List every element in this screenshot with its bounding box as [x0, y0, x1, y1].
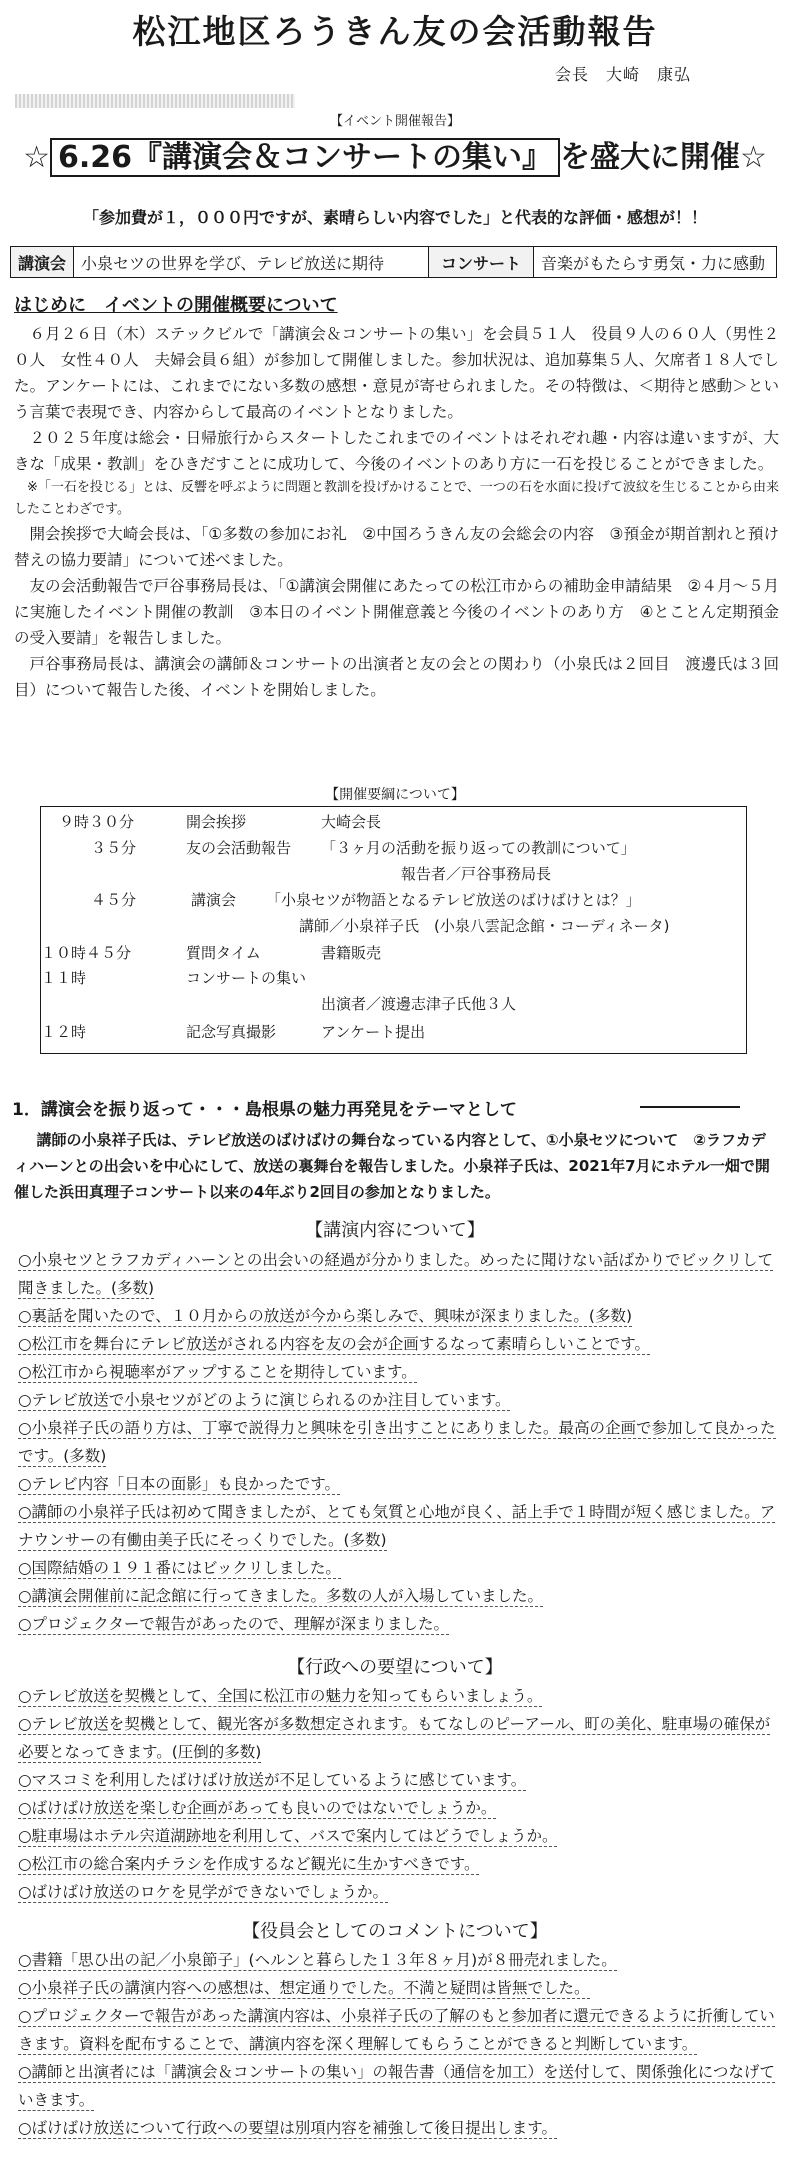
schedule-item: 質問タイム: [186, 944, 261, 962]
tag-value-concert: 音楽がもたらす勇気・力に感動: [541, 253, 766, 273]
redacted-area: [15, 94, 295, 108]
tag-table: [10, 246, 777, 278]
schedule-row: [41, 967, 746, 995]
intro-paragraph: ６月２６日（木）ステックビルで「講演会＆コンサートの集い」を会員５１人 役員９人の６０人（男性２０人 女性４０人 夫婦会員６組）が参加して開催しました。参加状況は、追加募集５人、欠席者１８人でした。アンケートには、これまでにない多数の感想・意見が寄せられました。その特徴は、＜期待と感動＞という言葉で表現でき、内容からして最高のイベントとなりました。: [14, 325, 779, 421]
headline-text: を: [560, 140, 591, 175]
list-item: ○駐車場はホテル宍道湖跡地を利用して、バスで案内してはどうでしょうか。: [18, 1827, 558, 1845]
schedule-item: 開会挨拶: [186, 813, 247, 831]
headline-boxed: 6.26『講演会＆コンサートの集い』: [50, 138, 560, 177]
schedule-item: 友の会活動報告: [186, 839, 292, 857]
list-item: ○テレビ放送を契機として、観光客が多数想定されます。もてなしのピーアール、町の美化、駐車場の確保が必要となってきます。(圧倒的多数): [18, 1715, 771, 1761]
list-item: ○松江市から視聴率がアップすることを期待しています。: [18, 1363, 417, 1381]
list-item: ○ばけばけ放送を楽しむ企画があっても良いのではないでしょうか。: [18, 1799, 497, 1817]
schedule-item: コンサートの集い: [186, 969, 307, 987]
list-item: ○松江市の総合案内チラシを作成するなど観光に生かすべきです。: [18, 1855, 480, 1873]
list-item: ○講演会開催前に記念館に行ってきました。多数の人が入場していました。: [18, 1587, 544, 1605]
schedule-row: [41, 915, 746, 943]
schedule-row: [41, 1021, 746, 1049]
schedule-detail: 大崎会長: [321, 813, 382, 831]
schedule-title: 【開催要綱について】: [325, 787, 465, 803]
admin-list: [18, 1682, 778, 1906]
schedule-item: 講演会: [191, 891, 237, 909]
admin-heading: 【行政への要望について】: [287, 1657, 503, 1678]
lecture-heading: 【講演内容について】: [305, 1220, 485, 1241]
schedule-time: ４５分: [91, 891, 137, 909]
star-icon: ☆: [23, 140, 50, 175]
schedule-time: １１時: [41, 969, 87, 987]
list-item: ○小泉祥子氏の講演内容への感想は、想定通りでした。不満と疑問は皆無でした。: [18, 1979, 590, 1997]
schedule-time: ３５分: [91, 839, 137, 857]
schedule-detail: アンケート提出: [321, 1023, 426, 1041]
list-item: ○マスコミを利用したばけばけ放送が不足しているように感じています。: [18, 1771, 527, 1789]
headline: [0, 132, 790, 176]
list-item: ○小泉セツとラフカディハーンとの出会いの経過が分かりました。めったに聞けない話ばかりでビックリして聞きました。(多数): [18, 1251, 774, 1297]
list-item: ○裏話を聞いたので、１０月からの放送が今から楽しみで、興味が深まりました。(多数): [18, 1307, 633, 1325]
divider: [640, 1106, 740, 1108]
tagline: 「参加費が１，０００円ですが、素晴らしい内容でした」と代表的な評価・感想が！！: [82, 208, 707, 227]
headline-text: に: [650, 140, 681, 175]
intro-heading: はじめに イベントの開催概要について: [14, 295, 338, 316]
list-item: ○講師の小泉祥子氏は初めて聞きましたが、とても気質と心地が良く、話上手で１時間が短く感じました。アナウンサーの有働由美子氏にそっくりでした。(多数): [18, 1503, 776, 1549]
list-item: ○ばけばけ放送のロケを見学ができないでしょうか。: [18, 1883, 389, 1901]
schedule-row: [41, 993, 746, 1021]
officers-list: [18, 1946, 778, 2142]
page-title: 松江地区ろうきん友の会活動報告: [132, 12, 658, 51]
list-item: ○国際結婚の１９１番にはビックリしました。: [18, 1559, 341, 1577]
intro-body: [14, 321, 779, 703]
intro-paragraph: ２０２５年度は総会・日帰旅行からスタートしたこれまでのイベントはそれぞれ趣・内容は違いますが、大きな「成果・教訓」をひきだすことに成功して、今後のイベントのあり方に一石を投じることができました。: [14, 429, 779, 473]
list-item: ○ばけばけ放送について行政への要望は別項内容を補強して後日提出します。: [18, 2119, 557, 2137]
intro-paragraph: 開会挨拶で大崎会長は、「①多数の参加にお礼 ②中国ろうきん友の会総会の内容 ③預金が期首割れと預け替えの協力要請」について述べました。: [14, 525, 779, 569]
tag-label-concert: コンサート: [429, 247, 534, 277]
section-heading: 1．講演会を振り返って・・・島根県の魅力再発見をテーマとして: [12, 1100, 517, 1120]
schedule-detail: 出演者／渡邊志津子氏他３人: [321, 995, 517, 1013]
list-item: ○テレビ内容「日本の面影」も良かったです。: [18, 1475, 340, 1493]
section-paragraph: 講師の小泉祥子氏は、テレビ放送のばけばけの舞台なっている内容として、①小泉セツについて ②ラフカディハーンとの出会いを中心にして、放送の裏舞台を報告しました。小泉祥子氏は、2021年7月にホテル一畑で開催した浜田真理子コンサート以来の4年ぶり2回目の参加となりました。: [14, 1131, 770, 1201]
schedule-box: [40, 806, 747, 1054]
schedule-detail: 「３ヶ月の活動を振り返っての教訓について」: [321, 839, 636, 857]
schedule-time: ９時３０分: [59, 813, 135, 831]
list-item: ○松江市を舞台にテレビ放送がされる内容を友の会が企画するなって素晴らしいことです。: [18, 1335, 650, 1353]
author-line: 会長 大崎 康弘: [555, 65, 692, 84]
list-item: ○プロジェクターで報告があったので、理解が深まりました。: [18, 1615, 449, 1633]
schedule-row: [41, 942, 746, 970]
headline-text: 盛大: [590, 140, 651, 175]
schedule-row: [41, 863, 746, 891]
intro-paragraph: 友の会活動報告で戸谷事務局長は、「①講演会開催にあたっての松江市からの補助金申請結果 ②４月～５月に実施したイベント開催の教訓 ③本日のイベント開催意義と今後のイベントのあり方 ④とことん定期預金の受入要請」を報告しました。: [14, 577, 779, 647]
schedule-item: 記念写真撮影: [186, 1023, 277, 1041]
schedule-detail: 書籍販売: [321, 944, 382, 962]
schedule-row: [41, 889, 746, 917]
schedule-detail: 「小泉セツが物語となるテレビ放送のばけばけとは？」: [266, 891, 641, 909]
list-item: ○講師と出演者には「講演会＆コンサートの集い」の報告書（通信を加工）を送付して、関係強化につなげていきます。: [18, 2063, 775, 2109]
event-tag: 【イベント開催報告】: [329, 114, 460, 129]
schedule-time: １０時４５分: [41, 944, 132, 962]
schedule-detail: 講師／小泉祥子氏 (小泉八雲記念館・コーディネータ): [299, 917, 670, 935]
tag-label-lecture: 講演会: [11, 247, 74, 277]
list-item: ○プロジェクターで報告があった講演内容は、小泉祥子氏の了解のもと参加者に還元できるように折衝していきます。資料を配布することで、講演内容を深く理解してもらうことができると判断しています。: [18, 2007, 775, 2053]
tag-value-lecture: 小泉セツの世界を学び、テレビ放送に期待: [74, 247, 429, 277]
list-item: ○書籍「思ひ出の記／小泉節子」(ヘルンと暮らした１３年８ヶ月)が８冊売れました。: [18, 1951, 617, 1969]
headline-text: 開催: [680, 140, 741, 175]
lecture-list: [18, 1246, 778, 1638]
intro-paragraph: 戸谷事務局長は、講演会の講師＆コンサートの出演者と友の会との関わり（小泉氏は２回目 渡邊氏は３回目）について報告した後、イベントを開始しました。: [14, 655, 779, 699]
officers-heading: 【役員会としてのコメントについて】: [242, 1921, 548, 1942]
star-icon: ☆: [740, 140, 767, 175]
list-item: ○テレビ放送を契機として、全国に松江市の魅力を知ってもらいましょう。: [18, 1687, 543, 1705]
schedule-detail: 報告者／戸谷事務局長: [401, 865, 552, 883]
list-item: ○テレビ放送で小泉セツがどのように演じられるのか注目しています。: [18, 1391, 511, 1409]
list-item: ○小泉祥子氏の語り方は、丁寧で説得力と興味を引き出すことにありました。最高の企画で参加して良かったです。(多数): [18, 1419, 776, 1465]
schedule-time: １２時: [41, 1023, 87, 1041]
schedule-row: [41, 837, 746, 865]
intro-note: ※「一石を投じる」とは、反響を呼ぶように問題と教訓を投げかけることで、一つの石を水面に投げて波紋を生じることから由来したことわざです。: [14, 480, 779, 517]
schedule-row: [41, 811, 746, 839]
